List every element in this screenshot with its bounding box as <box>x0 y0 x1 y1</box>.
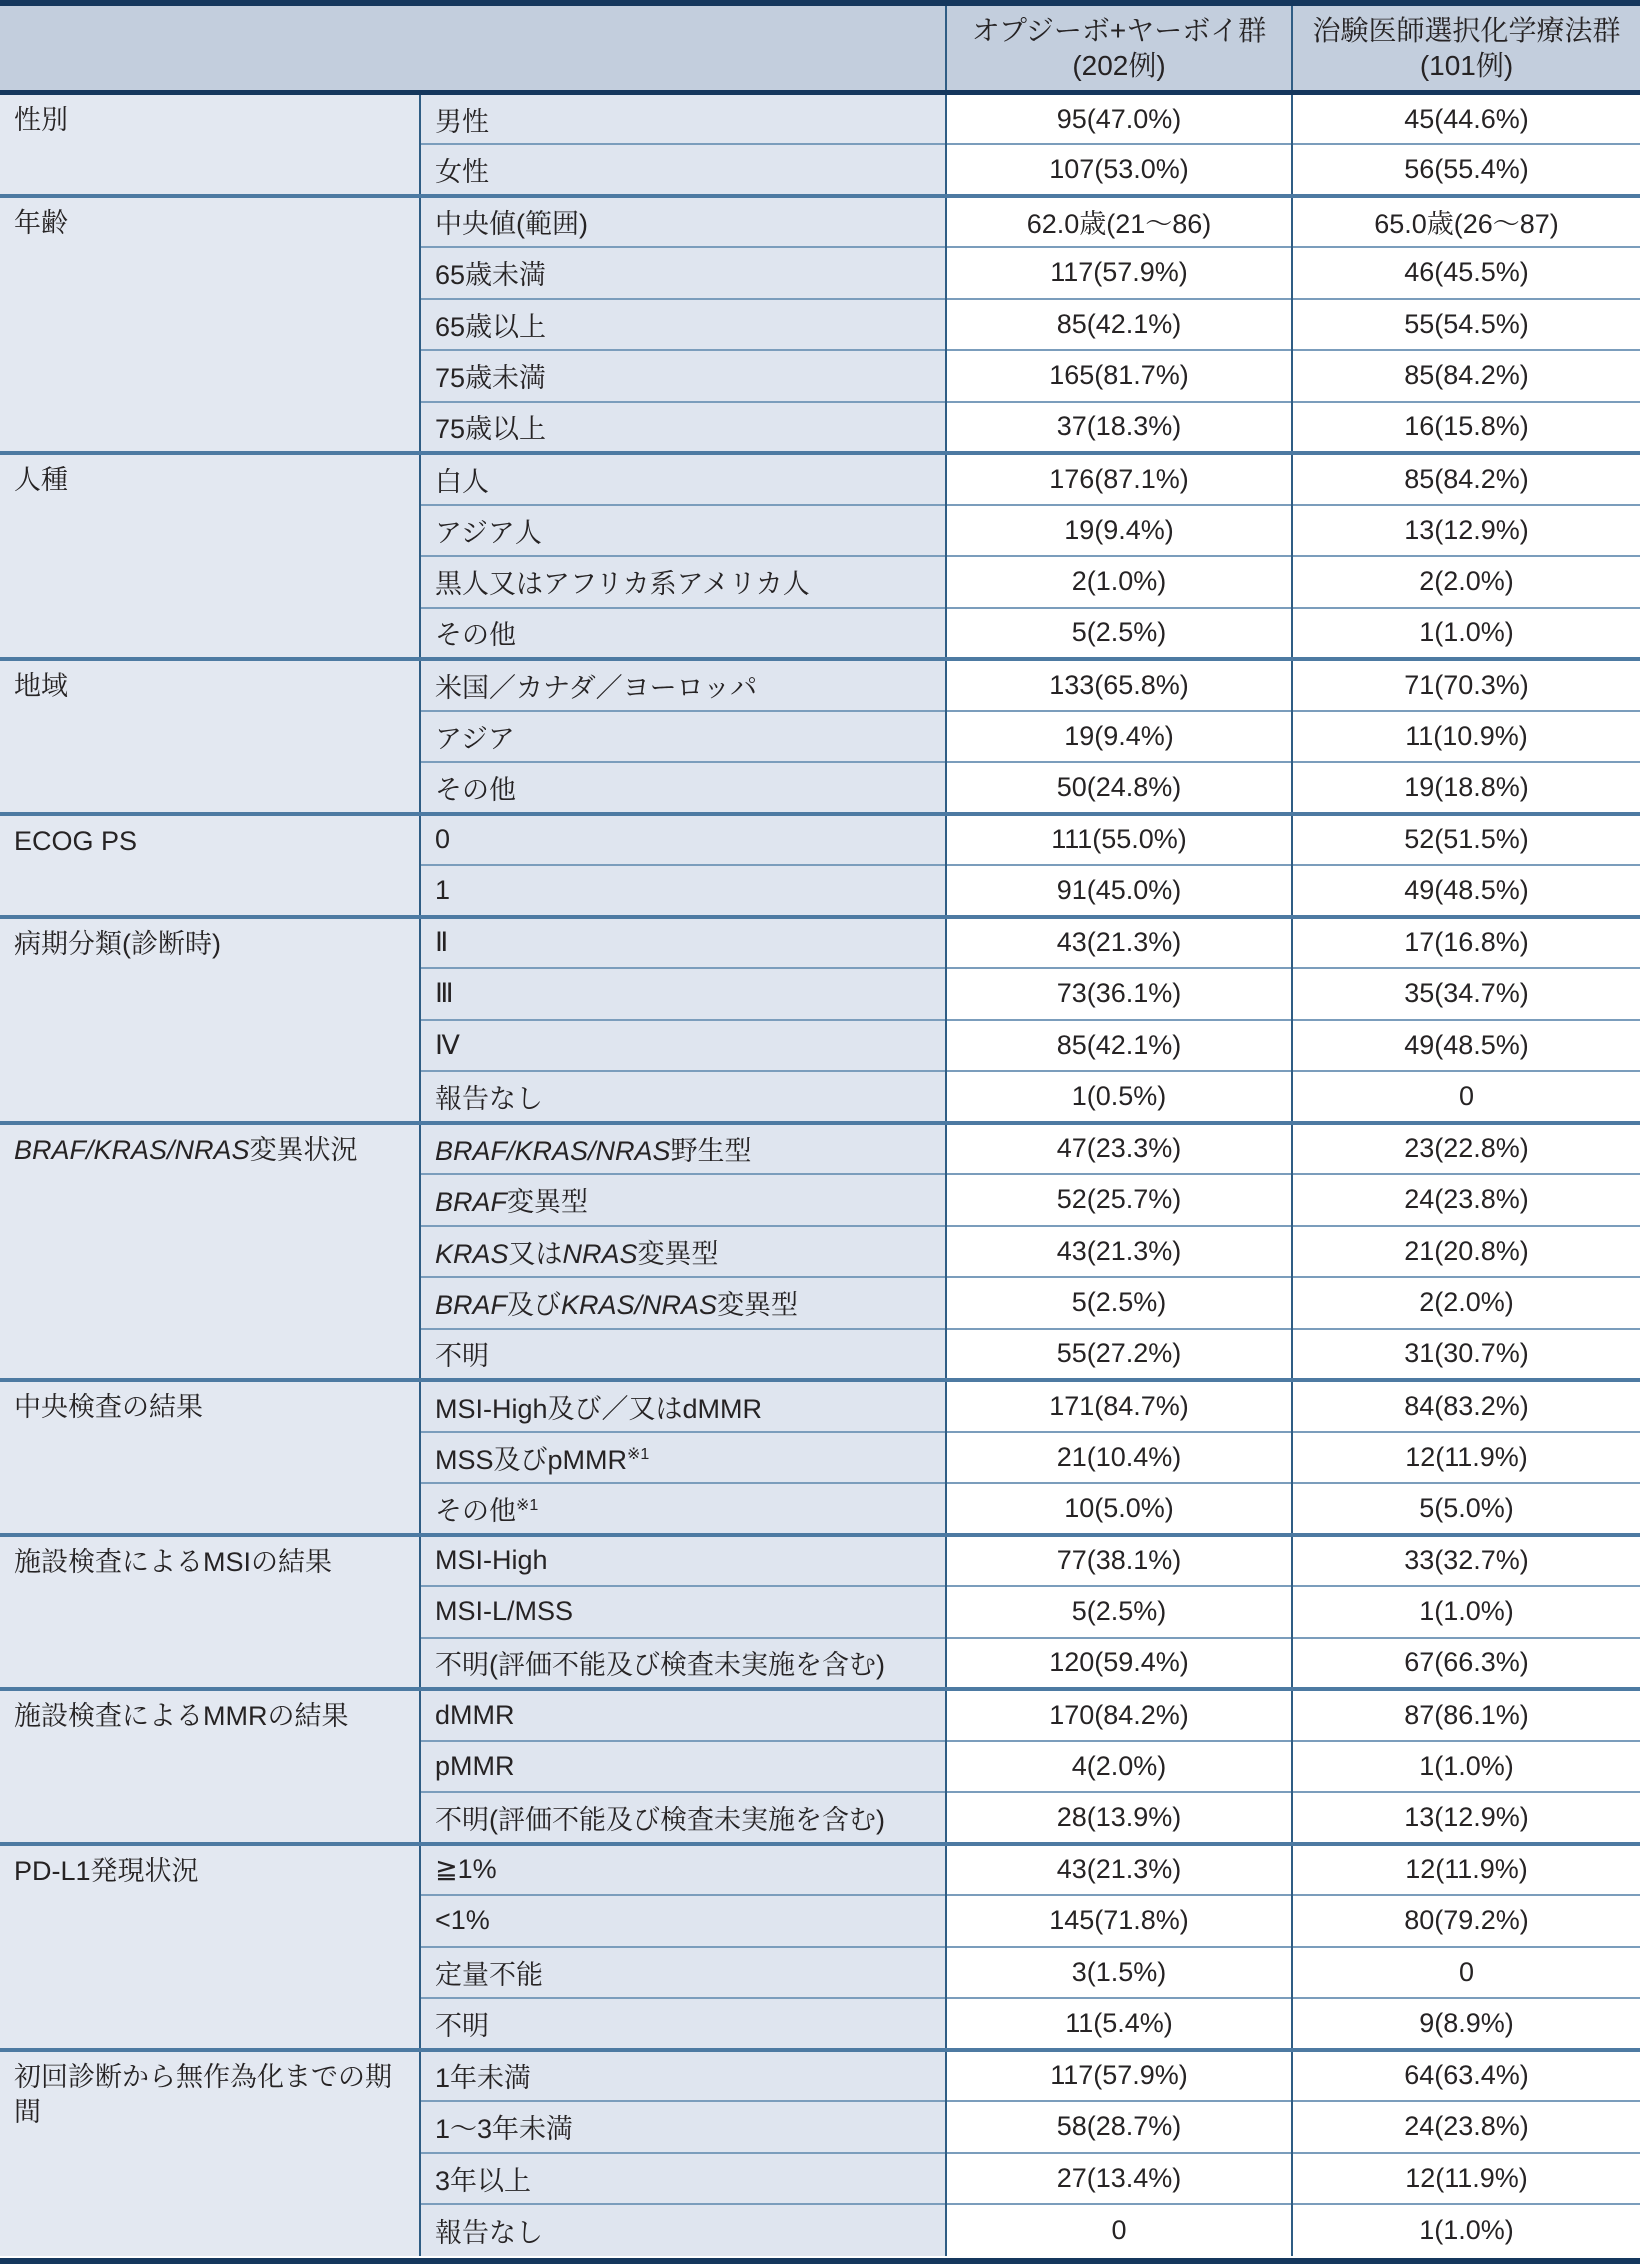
column-header-arm2-count: (101例) <box>1419 50 1514 81</box>
value-cell-arm1: 171(84.7%) <box>946 1380 1292 1432</box>
subcategory-cell: Ⅱ <box>420 917 946 969</box>
subcategory-cell: BRAF及びKRAS/NRAS変異型 <box>420 1277 946 1329</box>
value-cell-arm2: 46(45.5%) <box>1292 247 1640 299</box>
value-cell-arm1: 11(5.4%) <box>946 1998 1292 2050</box>
subcategory-cell: KRAS又はNRAS変異型 <box>420 1226 946 1278</box>
value-cell-arm1: 95(47.0%) <box>946 93 1292 145</box>
value-cell-arm1: 43(21.3%) <box>946 1226 1292 1278</box>
subcategory-cell: その他$^{※1}$ <box>420 1483 946 1535</box>
subcategory-cell: MSI-High及び／又はdMMR <box>420 1380 946 1432</box>
subcategory-cell: アジア <box>420 711 946 763</box>
value-cell-arm1: 55(27.2%) <box>946 1329 1292 1381</box>
column-header-arm2 <box>1292 6 1640 93</box>
subcategory-cell: 3年以上 <box>420 2153 946 2205</box>
value-cell-arm2: 0 <box>1292 1071 1640 1123</box>
subcategory-cell: dMMR <box>420 1689 946 1741</box>
value-cell-arm1: 73(36.1%) <box>946 968 1292 1020</box>
category-cell: ECOG PS <box>0 814 420 917</box>
value-cell-arm1: 120(59.4%) <box>946 1638 1292 1690</box>
value-cell-arm1: 4(2.0%) <box>946 1741 1292 1793</box>
value-cell-arm2: 12(11.9%) <box>1292 1432 1640 1484</box>
value-cell-arm1: 28(13.9%) <box>946 1792 1292 1844</box>
value-cell-arm2: 0 <box>1292 1947 1640 1999</box>
subcategory-cell: 75歳未満 <box>420 350 946 402</box>
subcategory-cell: MSS及びpMMR$^{※1}$ <box>420 1432 946 1484</box>
subcategory-cell: ≧1% <box>420 1844 946 1896</box>
category-cell: 性別 <box>0 93 420 196</box>
value-cell-arm1: 10(5.0%) <box>946 1483 1292 1535</box>
column-header-arm1-count: (202例) <box>1072 50 1166 81</box>
table-row <box>0 1535 1640 1587</box>
subcategory-cell: 不明 <box>420 1998 946 2050</box>
subcategory-cell: MSI-High <box>420 1535 946 1587</box>
subcategory-cell: 1〜3年未満 <box>420 2101 946 2153</box>
value-cell-arm2: 17(16.8%) <box>1292 917 1640 969</box>
value-cell-arm2: 33(32.7%) <box>1292 1535 1640 1587</box>
value-cell-arm2: 1(1.0%) <box>1292 2204 1640 2256</box>
value-cell-arm1: 37(18.3%) <box>946 402 1292 454</box>
category-cell: 施設検査によるMMRの結果 <box>0 1689 420 1844</box>
subcategory-cell: Ⅳ <box>420 1020 946 1072</box>
value-cell-arm2: 9(8.9%) <box>1292 1998 1640 2050</box>
subcategory-cell: 0 <box>420 814 946 866</box>
value-cell-arm2: 52(51.5%) <box>1292 814 1640 866</box>
subcategory-cell: <1% <box>420 1895 946 1947</box>
value-cell-arm1: 107(53.0%) <box>946 144 1292 196</box>
category-cell: PD-L1発現状況 <box>0 1844 420 2050</box>
category-cell: BRAF/KRAS/NRAS変異状況 <box>0 1123 420 1381</box>
category-cell: 施設検査によるMSIの結果 <box>0 1535 420 1690</box>
subcategory-cell: 65歳以上 <box>420 299 946 351</box>
value-cell-arm2: 80(79.2%) <box>1292 1895 1640 1947</box>
subcategory-cell: 不明 <box>420 1329 946 1381</box>
category-cell: 中央検査の結果 <box>0 1380 420 1535</box>
value-cell-arm2: 24(23.8%) <box>1292 2101 1640 2153</box>
value-cell-arm1: 3(1.5%) <box>946 1947 1292 1999</box>
subcategory-cell: 1 <box>420 865 946 917</box>
value-cell-arm2: 31(30.7%) <box>1292 1329 1640 1381</box>
value-cell-arm2: 87(86.1%) <box>1292 1689 1640 1741</box>
subcategory-cell: 女性 <box>420 144 946 196</box>
value-cell-arm1: 19(9.4%) <box>946 505 1292 557</box>
column-header-arm1 <box>946 6 1292 93</box>
value-cell-arm2: 16(15.8%) <box>1292 402 1640 454</box>
value-cell-arm1: 1(0.5%) <box>946 1071 1292 1123</box>
value-cell-arm2: 55(54.5%) <box>1292 299 1640 351</box>
table-row <box>0 1380 1640 1432</box>
value-cell-arm1: 58(28.7%) <box>946 2101 1292 2153</box>
value-cell-arm1: 145(71.8%) <box>946 1895 1292 1947</box>
patient-characteristics-table <box>0 6 1640 2256</box>
value-cell-arm2: 84(83.2%) <box>1292 1380 1640 1432</box>
value-cell-arm2: 1(1.0%) <box>1292 608 1640 660</box>
category-cell: 地域 <box>0 659 420 814</box>
value-cell-arm1: 27(13.4%) <box>946 2153 1292 2205</box>
value-cell-arm1: 117(57.9%) <box>946 247 1292 299</box>
value-cell-arm2: 67(66.3%) <box>1292 1638 1640 1690</box>
subcategory-cell: 75歳以上 <box>420 402 946 454</box>
value-cell-arm1: 85(42.1%) <box>946 1020 1292 1072</box>
value-cell-arm2: 49(48.5%) <box>1292 1020 1640 1072</box>
subcategory-cell: 男性 <box>420 93 946 145</box>
subcategory-cell: 報告なし <box>420 2204 946 2256</box>
table-row <box>0 1689 1640 1741</box>
value-cell-arm2: 71(70.3%) <box>1292 659 1640 711</box>
category-cell: 年齢 <box>0 196 420 454</box>
subcategory-cell: 報告なし <box>420 1071 946 1123</box>
value-cell-arm2: 19(18.8%) <box>1292 762 1640 814</box>
value-cell-arm1: 165(81.7%) <box>946 350 1292 402</box>
table-row <box>0 814 1640 866</box>
corner-cell <box>0 6 946 93</box>
subcategory-cell: 白人 <box>420 453 946 505</box>
value-cell-arm2: 13(12.9%) <box>1292 505 1640 557</box>
subcategory-cell: pMMR <box>420 1741 946 1793</box>
value-cell-arm1: 5(2.5%) <box>946 1277 1292 1329</box>
table-row <box>0 917 1640 969</box>
table-row <box>0 1123 1640 1175</box>
value-cell-arm2: 2(2.0%) <box>1292 1277 1640 1329</box>
value-cell-arm1: 50(24.8%) <box>946 762 1292 814</box>
value-cell-arm2: 23(22.8%) <box>1292 1123 1640 1175</box>
table-body <box>0 93 1640 2256</box>
subcategory-cell: アジア人 <box>420 505 946 557</box>
value-cell-arm1: 117(57.9%) <box>946 2050 1292 2102</box>
value-cell-arm2: 12(11.9%) <box>1292 1844 1640 1896</box>
subcategory-cell: その他 <box>420 762 946 814</box>
subcategory-cell: 中央値(範囲) <box>420 196 946 248</box>
value-cell-arm2: 45(44.6%) <box>1292 93 1640 145</box>
subcategory-cell: Ⅲ <box>420 968 946 1020</box>
value-cell-arm2: 2(2.0%) <box>1292 556 1640 608</box>
table-row <box>0 1844 1640 1896</box>
subcategory-cell: 不明(評価不能及び検査未実施を含む) <box>420 1638 946 1690</box>
value-cell-arm2: 35(34.7%) <box>1292 968 1640 1020</box>
value-cell-arm2: 13(12.9%) <box>1292 1792 1640 1844</box>
value-cell-arm2: 56(55.4%) <box>1292 144 1640 196</box>
value-cell-arm1: 170(84.2%) <box>946 1689 1292 1741</box>
value-cell-arm1: 0 <box>946 2204 1292 2256</box>
category-cell: 病期分類(診断時) <box>0 917 420 1123</box>
subcategory-cell: 定量不能 <box>420 1947 946 1999</box>
value-cell-arm1: 5(2.5%) <box>946 1586 1292 1638</box>
value-cell-arm1: 21(10.4%) <box>946 1432 1292 1484</box>
table-row <box>0 453 1640 505</box>
value-cell-arm2: 1(1.0%) <box>1292 1741 1640 1793</box>
value-cell-arm1: 52(25.7%) <box>946 1174 1292 1226</box>
value-cell-arm1: 43(21.3%) <box>946 917 1292 969</box>
subcategory-cell: 1年未満 <box>420 2050 946 2102</box>
value-cell-arm2: 64(63.4%) <box>1292 2050 1640 2102</box>
value-cell-arm1: 47(23.3%) <box>946 1123 1292 1175</box>
value-cell-arm1: 62.0歳(21〜86) <box>946 196 1292 248</box>
table-header <box>0 6 1640 93</box>
subcategory-cell: その他 <box>420 608 946 660</box>
subcategory-cell: 黒人又はアフリカ系アメリカ人 <box>420 556 946 608</box>
subcategory-cell: MSI-L/MSS <box>420 1586 946 1638</box>
value-cell-arm1: 176(87.1%) <box>946 453 1292 505</box>
value-cell-arm2: 21(20.8%) <box>1292 1226 1640 1278</box>
value-cell-arm1: 19(9.4%) <box>946 711 1292 763</box>
value-cell-arm1: 91(45.0%) <box>946 865 1292 917</box>
category-cell: 初回診断から無作為化までの期間 <box>0 2050 420 2256</box>
column-header-arm2-title: 治験医師選択化学療法群 <box>1312 15 1621 46</box>
value-cell-arm2: 11(10.9%) <box>1292 711 1640 763</box>
value-cell-arm2: 85(84.2%) <box>1292 453 1640 505</box>
value-cell-arm2: 65.0歳(26〜87) <box>1292 196 1640 248</box>
value-cell-arm2: 5(5.0%) <box>1292 1483 1640 1535</box>
value-cell-arm1: 2(1.0%) <box>946 556 1292 608</box>
table-row <box>0 659 1640 711</box>
header-row <box>0 6 1640 93</box>
value-cell-arm2: 1(1.0%) <box>1292 1586 1640 1638</box>
category-cell: 人種 <box>0 453 420 659</box>
value-cell-arm2: 24(23.8%) <box>1292 1174 1640 1226</box>
subcategory-cell: 不明(評価不能及び検査未実施を含む) <box>420 1792 946 1844</box>
subcategory-cell: BRAF変異型 <box>420 1174 946 1226</box>
column-header-arm1-title: オプジーボ+ヤーボイ群 <box>971 15 1267 46</box>
table-row <box>0 196 1640 248</box>
value-cell-arm2: 12(11.9%) <box>1292 2153 1640 2205</box>
value-cell-arm1: 5(2.5%) <box>946 608 1292 660</box>
value-cell-arm1: 111(55.0%) <box>946 814 1292 866</box>
value-cell-arm1: 133(65.8%) <box>946 659 1292 711</box>
table-row <box>0 93 1640 145</box>
subcategory-cell: 米国／カナダ／ヨーロッパ <box>420 659 946 711</box>
value-cell-arm1: 43(21.3%) <box>946 1844 1292 1896</box>
subcategory-cell: 65歳未満 <box>420 247 946 299</box>
value-cell-arm1: 85(42.1%) <box>946 299 1292 351</box>
value-cell-arm1: 77(38.1%) <box>946 1535 1292 1587</box>
subcategory-cell: BRAF/KRAS/NRAS野生型 <box>420 1123 946 1175</box>
value-cell-arm2: 85(84.2%) <box>1292 350 1640 402</box>
value-cell-arm2: 49(48.5%) <box>1292 865 1640 917</box>
table-row <box>0 2050 1640 2102</box>
